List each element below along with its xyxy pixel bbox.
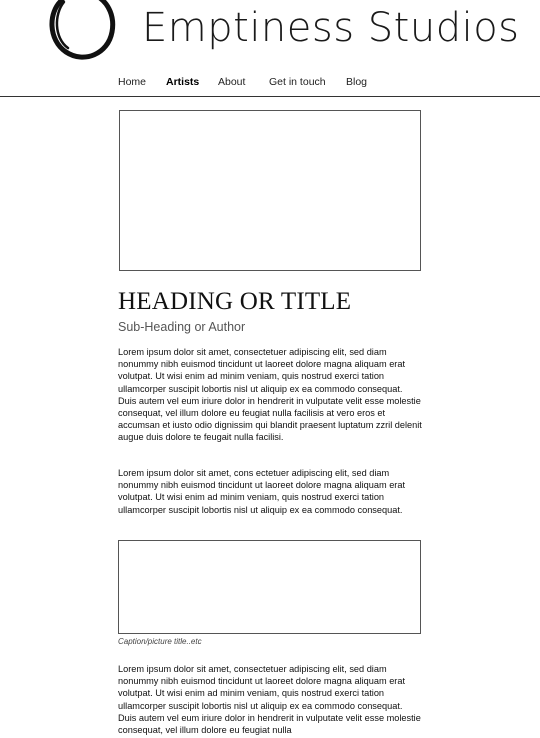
header-divider <box>0 96 540 97</box>
article-paragraph-2: Lorem ipsum dolor sit amet, cons ectetuer adipiscing elit, sed diam nonummy nibh euismod tincidunt ut laoreet dolore magna aliquam erat volutpat. Ut wisi enim ad minim veniam, quis nostrud exerci tation ullamcorper suscipit lobortis nisl ut aliquip ex ea commodo consequat. <box>118 468 406 515</box>
main-nav <box>0 76 540 92</box>
image-caption: Caption/picture title..etc <box>118 637 202 646</box>
nav-item-home[interactable]: Home <box>118 76 147 88</box>
nav-item-blog[interactable]: Blog <box>346 76 368 88</box>
nav-item-get-in-touch[interactable]: Get in touch <box>269 76 326 88</box>
article-subheading: Sub-Heading or Author <box>118 320 246 334</box>
nav-item-about[interactable]: About <box>218 76 246 88</box>
article-paragraph-1: Lorem ipsum dolor sit amet, consectetuer adipiscing elit, sed diam nonummy nibh euismod tincidunt ut laoreet dolore magna aliquam erat volutpat. Ut wisi enim ad minim veniam, quis nostrud exerci tation ullamcorper suscipit lobortis nisl ut aliquip ex ea commodo consequat. Duis autem vel eum iriure dolor in hendrerit in vulputate velit esse molestie consequat, vel illum dolore eu feugiat nulla facilisis at vero eros et accumsan et iusto odio dignissim qui blandit praesent luptatum zzril delenit augue duis dolore te feugait nulla facilisi. <box>118 347 422 443</box>
enso-circle-icon[interactable] <box>42 0 120 62</box>
inline-image-placeholder <box>118 540 421 634</box>
article-paragraph-3: Lorem ipsum dolor sit amet, consectetuer adipiscing elit, sed diam nonummy nibh euismod tincidunt ut laoreet dolore magna aliquam erat volutpat. Ut wisi enim ad minim veniam, quis nostrud exerci tation ullamcorper suscipit lobortis nisl ut aliquip ex ea commodo consequat. Duis autem vel eum iriure dolor in hendrerit in vulputate velit esse molestie consequat, vel illum dolore eu feugiat nulla <box>118 664 421 736</box>
nav-item-artists[interactable]: Artists <box>166 76 200 88</box>
site-header <box>0 0 540 97</box>
article-heading: HEADING OR TITLE <box>118 288 352 315</box>
site-title[interactable]: Emptiness Studios <box>142 5 520 51</box>
hero-image-placeholder <box>119 110 421 271</box>
